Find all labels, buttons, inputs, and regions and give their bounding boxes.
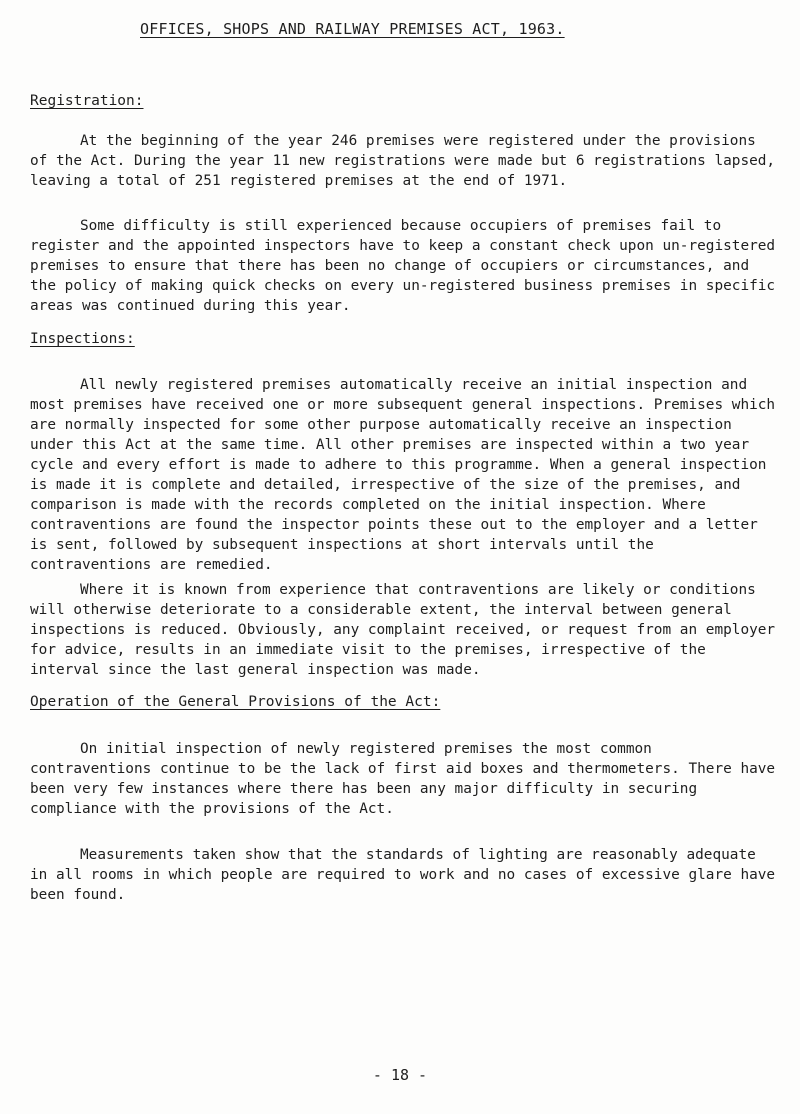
section-heading-general-provisions: Operation of the General Provisions of the Act:	[30, 694, 441, 710]
section-heading-inspections: Inspections:	[30, 331, 135, 347]
document-title: OFFICES, SHOPS AND RAILWAY PREMISES ACT, 1963.	[140, 20, 565, 38]
page-number: - 18 -	[372, 1066, 428, 1084]
paragraph: All newly registered premises automatically receive an initial inspection and most premises have received one or more subsequent general inspections. Premises which are normally inspected for some other purpose automatically receive an inspection under this Act at the same time. All other premises are inspected within a two year cycle and every effort is made to adhere to this programme. When a general inspection is made it is complete and detailed, irrespective of the size of the premises, and comparison is made with the records completed on the initial inspection. Where contraventions are found the inspector points these out to the employer and a letter is sent, followed by subsequent inspections at short intervals until the contraventions are remedied.	[30, 377, 776, 573]
paragraph: At the beginning of the year 246 premises were registered under the provisions of the Act. During the year 11 new registrations were made but 6 registrations lapsed, leaving a total of 251 registered premises at the end of 1971.	[30, 133, 776, 189]
section-heading-registration: Registration:	[30, 93, 144, 109]
paragraph: Some difficulty is still experienced because occupiers of premises fail to register and the appointed inspectors have to keep a constant check upon un-registered premises to ensure that there has been no change of occupiers or circumstances, and the policy of making quick checks on every un-registered business premises in specific areas was continued during this year.	[30, 218, 776, 314]
paragraph: Where it is known from experience that contraventions are likely or conditions will otherwise deteriorate to a considerable extent, the interval between general inspections is reduced. Obviously, any complaint received, or request from an employer for advice, results in an immediate visit to the premises, irrespective of the interval since the last general inspection was made.	[30, 582, 776, 678]
paragraph: On initial inspection of newly registered premises the most common contraventions continue to be the lack of first aid boxes and thermometers. There have been very few instances where there has been any major difficulty in securing compliance with the provisions of the Act.	[30, 741, 776, 817]
paragraph: Measurements taken show that the standards of lighting are reasonably adequate in all rooms in which people are required to work and no cases of excessive glare have been found.	[30, 847, 776, 903]
